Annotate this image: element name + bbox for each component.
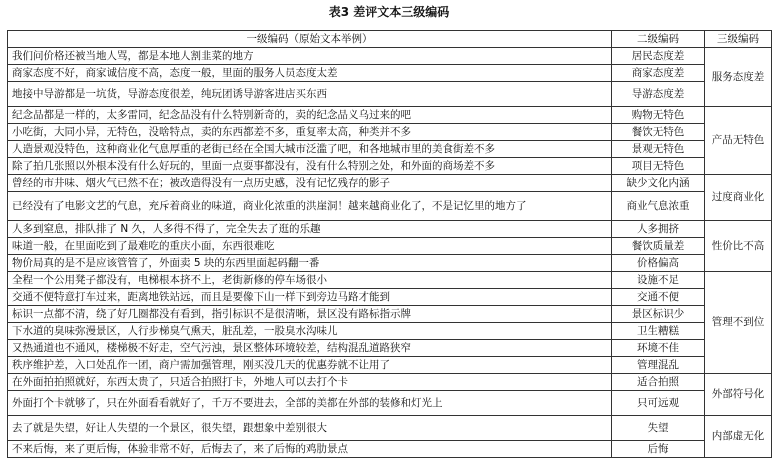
row-text: 我们问价格还被当地人骂，都是本地人割韭菜的地方 — [8, 48, 612, 65]
table-row — [8, 255, 772, 272]
row-text: 交通不便特意打车过来，距离地铁站远，而且是要像下山一样下到旁边马路才能到 — [8, 289, 612, 306]
row-text: 纪念品都是一样的，太多雷同，纪念品没有什么特别新奇的，卖的纪念品义乌过来的吧 — [8, 107, 612, 124]
row-code2: 景区标识少 — [612, 306, 705, 323]
row-text: 在外面拍拍照就好，东西太贵了，只适合拍照打卡，外地人可以去打个卡 — [8, 374, 612, 391]
row-code2: 居民态度差 — [612, 48, 705, 65]
row-text: 秩序维护差，入口处乱作一团，商户需加强管理，刚买没几天的优惠券就不让用了 — [8, 357, 612, 374]
table-row — [8, 82, 772, 107]
row-text: 外面打个卡就够了，只在外面看看就好了，千万不要进去，全部的美都在外部的装修和灯光上 — [8, 391, 612, 416]
group-label: 服务态度差 — [705, 48, 772, 107]
row-code2: 卫生糟糕 — [612, 323, 705, 340]
row-text: 曾经的市井味、烟火气已然不在；被改造得没有一点历史感，没有记忆残存的影子 — [8, 175, 612, 192]
table-title: 表3 差评文本三级编码 — [328, 5, 450, 19]
row-code2: 后悔 — [612, 441, 705, 458]
table-row — [8, 141, 772, 158]
header-second-level: 二级编码 — [612, 31, 705, 48]
row-text: 味道一般，在里面吃到了最难吃的重庆小面，东西很难吃 — [8, 238, 612, 255]
row-code2: 缺少文化内涵 — [612, 175, 705, 192]
row-code2: 导游态度差 — [612, 82, 705, 107]
row-text: 不来后悔，来了更后悔，体验非常不好，后悔去了，来了后悔的鸡肋景点 — [8, 441, 612, 458]
group-label: 外部符号化 — [705, 374, 772, 416]
row-text: 商家态度不好，商家诚信度不高，态度一般，里面的服务人员态度太差 — [8, 65, 612, 82]
row-text: 已经没有了电影文艺的气息，充斥着商业的味道，商业化浓重的洪崖洞！越来越商业化了，不是记忆里的地方了 — [8, 192, 612, 221]
row-code2: 购物无特色 — [612, 107, 705, 124]
table-row — [8, 441, 772, 458]
row-code2: 失望 — [612, 416, 705, 441]
table-row — [8, 306, 772, 323]
table-row — [8, 416, 772, 441]
row-code2: 只可远观 — [612, 391, 705, 416]
row-text: 人多到窒息，排队排了 N 久，人多得不得了，完全失去了逛的乐趣 — [8, 221, 612, 238]
table-row — [8, 238, 772, 255]
row-code2: 人多拥挤 — [612, 221, 705, 238]
group-label: 产品无特色 — [705, 107, 772, 175]
row-code2: 适合拍照 — [612, 374, 705, 391]
table-row — [8, 124, 772, 141]
table-row — [8, 323, 772, 340]
header-row — [8, 31, 772, 48]
row-text: 标识一点都不清，绕了好几圈都没有看到，指引标识不是很清晰，景区没有路标指示牌 — [8, 306, 612, 323]
table-row — [8, 289, 772, 306]
row-code2: 设施不足 — [612, 272, 705, 289]
table-row — [8, 357, 772, 374]
table-row — [8, 192, 772, 221]
row-text: 物价局真的是不是应该管管了，外面卖 5 块的东西里面起码翻一番 — [8, 255, 612, 272]
row-text: 又热通道也不通风，楼梯极不好走，空气污浊，景区整体环境较差，结构混乱道路狭窄 — [8, 340, 612, 357]
group-label: 过度商业化 — [705, 175, 772, 221]
row-code2: 项目无特色 — [612, 158, 705, 175]
row-code2: 景观无特色 — [612, 141, 705, 158]
table-row — [8, 48, 772, 65]
row-text: 下水道的臭味弥漫景区，人行步梯臭气熏天，脏乱差，一股臭水沟味儿 — [8, 323, 612, 340]
header-third-level: 三级编码 — [705, 31, 772, 48]
table-row — [8, 391, 772, 416]
table-row — [8, 107, 772, 124]
table-row — [8, 175, 772, 192]
table-row — [8, 374, 772, 391]
row-text: 地接中导游都是一坑货，导游态度很差，纯玩团诱导游客进店买东西 — [8, 82, 612, 107]
header-first-level: 一级编码（原始文本举例） — [8, 31, 612, 48]
group-label: 性价比不高 — [705, 221, 772, 272]
row-text: 全程一个公用凳子都没有，电梯根本挤不上，老街新修的停车场很小 — [8, 272, 612, 289]
row-code2: 管理混乱 — [612, 357, 705, 374]
row-text: 小吃街，大同小异，无特色，没啥特点，卖的东西都差不多，重复率太高，种类并不多 — [8, 124, 612, 141]
row-code2: 餐饮质量差 — [612, 238, 705, 255]
group-label: 内部虚无化 — [705, 416, 772, 458]
table-row — [8, 272, 772, 289]
table-row — [8, 65, 772, 82]
row-code2: 价格偏高 — [612, 255, 705, 272]
coding-table — [7, 30, 772, 458]
table-row — [8, 340, 772, 357]
row-text: 去了就是失望，好让人失望的一个景区，很失望，跟想象中差别很大 — [8, 416, 612, 441]
row-code2: 交通不便 — [612, 289, 705, 306]
group-label: 管理不到位 — [705, 272, 772, 374]
table-row — [8, 158, 772, 175]
row-code2: 商业气息浓重 — [612, 192, 705, 221]
table-row — [8, 221, 772, 238]
row-text: 人造景观没特色，这种商业化气息厚重的老街已经在全国大城市泛滥了吧，和各地城市里的美食街差不多 — [8, 141, 612, 158]
row-code2: 餐饮无特色 — [612, 124, 705, 141]
row-code2: 环境不佳 — [612, 340, 705, 357]
row-text: 除了拍几张照以外根本没有什么好玩的，里面一点耍事都没有，没有什么特别之处，和外面的商场差不多 — [8, 158, 612, 175]
row-code2: 商家态度差 — [612, 65, 705, 82]
